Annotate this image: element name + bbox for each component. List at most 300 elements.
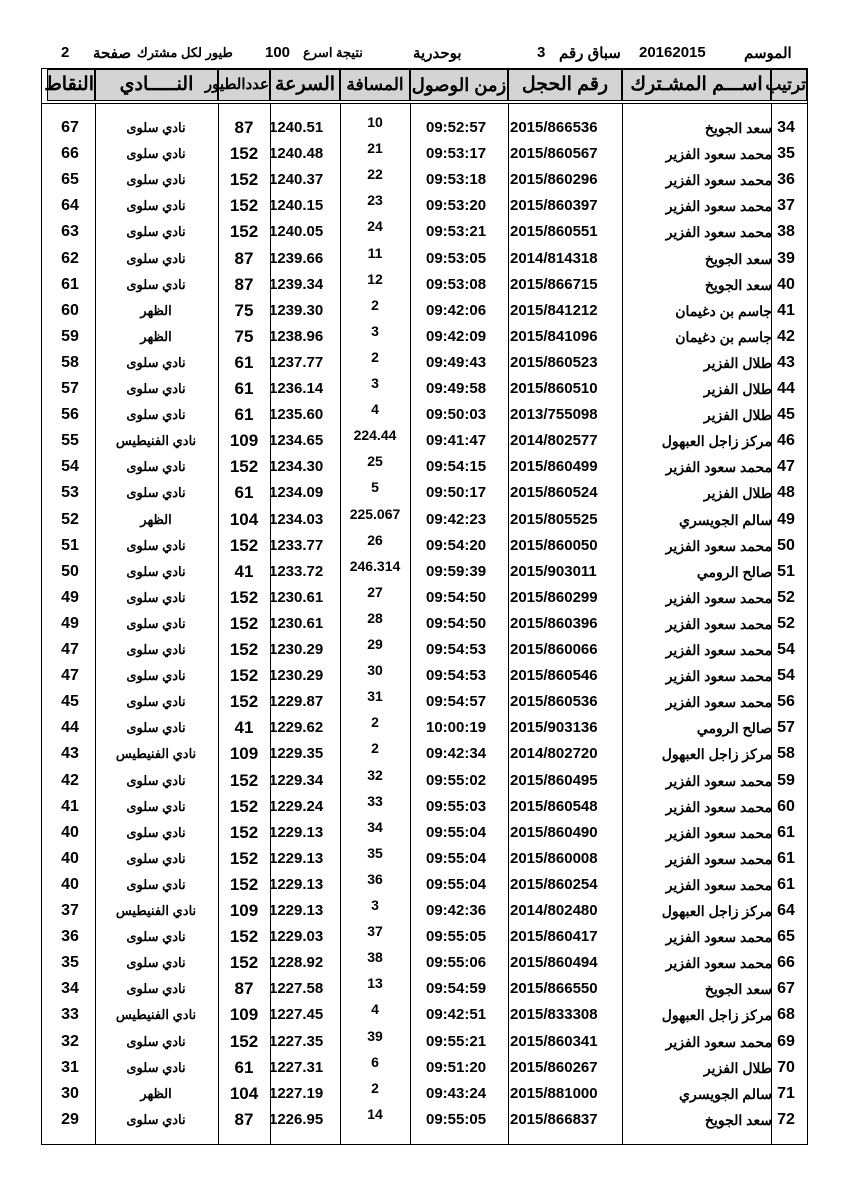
distance-cell: 11 [367,244,383,261]
member-name-cell: طلال الفزير [703,354,772,371]
ring-number-cell: 2015/860417 [510,928,598,946]
birds-count-cell: 87 [234,274,254,294]
member-name-cell: محمد سعود الفزير [665,615,772,632]
table-row [42,976,807,1002]
arrival-time-cell: 09:42:09 [426,327,487,345]
table-row [42,820,807,846]
speed-cell: 1235.60 [269,406,324,424]
arrival-time-cell: 09:55:03 [426,797,487,815]
arrival-time-cell: 09:43:24 [426,1084,487,1102]
speed-cell: 1226.95 [269,1110,324,1128]
member-name-cell: محمد سعود الفزير [665,876,772,893]
ring-number-cell: 2015/866536 [510,119,598,136]
member-name-cell: محمد سعود الفزير [665,850,772,867]
arrival-time-cell: 09:55:06 [426,954,487,972]
speed-cell: 1240.15 [269,197,324,215]
distance-cell: 35 [367,844,383,861]
rank-cell: 71 [777,1084,795,1102]
table-row [42,480,807,506]
ring-number-cell: 2015/860008 [510,849,598,867]
col-birds: عددالطيور [218,69,270,101]
table-row [42,924,807,950]
points-cell: 36 [61,928,79,946]
arrival-time-cell: 09:54:59 [426,980,487,998]
season-label: الموسم [744,45,792,62]
speed-cell: 1234.09 [269,484,324,502]
results-table [41,68,808,1145]
birds-count-cell: 152 [229,457,259,477]
arrival-time-cell: 09:52:57 [426,119,487,136]
speed-cell: 1229.13 [269,823,324,841]
table-row [42,689,807,715]
rank-cell: 57 [777,719,795,737]
distance-cell: 23 [367,192,383,209]
speed-cell: 1233.72 [269,562,324,580]
arrival-time-cell: 09:42:36 [426,902,487,919]
member-name-cell: محمد سعود الفزير [665,1033,772,1050]
club-cell: الظهر [140,328,172,344]
points-cell: 66 [61,145,79,163]
member-name-cell: طلال الفزير [703,485,772,502]
rank-cell: 68 [777,1006,795,1024]
arrival-time-cell: 09:55:04 [426,849,487,867]
rank-cell: 49 [777,510,795,528]
rank-cell: 51 [777,562,795,580]
club-cell: نادي سلوى [126,824,186,840]
table-row [42,741,807,767]
points-cell: 65 [61,171,79,189]
table-row [42,298,807,324]
points-cell: 58 [61,353,79,371]
distance-cell: 13 [367,975,383,992]
club-cell: نادي سلوى [126,1033,186,1049]
club-cell: نادي سلوى [126,381,186,396]
points-cell: 52 [61,510,79,528]
member-name-cell: سعد الجويخ [704,120,772,136]
ring-number-cell: 2015/866837 [510,1110,598,1128]
points-cell: 44 [61,719,79,737]
points-cell: 41 [61,797,79,815]
distance-cell: 12 [367,270,383,287]
rank-cell: 52 [777,614,795,632]
col-club: النـــــادي [95,69,218,101]
birds-count-cell: 109 [229,1005,259,1025]
speed-cell: 1233.77 [269,536,324,554]
points-cell: 49 [61,614,79,632]
ring-number-cell: 2015/860050 [510,536,598,554]
speed-cell: 1234.65 [269,432,324,450]
speed-cell: 1229.13 [269,902,324,919]
points-cell: 51 [61,536,79,554]
distance-cell: 6 [371,1053,379,1070]
arrival-time-cell: 09:42:34 [426,745,487,763]
distance-cell: 26 [367,531,383,548]
member-name-cell: محمد سعود الفزير [665,668,772,685]
club-cell: نادي سلوى [126,850,186,866]
rank-cell: 37 [777,197,795,215]
speed-cell: 1240.48 [269,145,324,163]
ring-number-cell: 2015/860499 [510,458,598,476]
member-name-cell: سالم الجويسري [679,511,772,528]
distance-cell: 2 [371,740,379,757]
table-row [42,950,807,976]
speed-cell: 1239.66 [269,249,324,267]
distance-cell: 38 [367,949,383,966]
member-name-cell: طلال الفزير [703,381,772,397]
ring-number-cell: 2015/860524 [510,484,598,502]
points-cell: 34 [61,980,79,998]
club-cell: نادي سلوى [126,1111,186,1127]
birds-count-cell: 152 [229,796,259,816]
birds-count-cell: 61 [234,1057,254,1077]
club-cell: نادي سلوى [126,250,186,266]
distance-cell: 4 [371,1001,379,1018]
col-speed: السرعة [270,69,340,101]
arrival-time-cell: 09:53:20 [426,197,487,215]
arrival-time-cell: 09:55:02 [426,771,487,789]
points-cell: 47 [61,641,79,658]
club-cell: نادي سلوى [126,146,186,162]
member-name-cell: مركز زاجل العبهول [661,746,772,763]
birds-count-cell: 152 [229,874,259,894]
rank-cell: 50 [777,536,795,554]
distance-cell: 22 [367,166,383,183]
rank-cell: 36 [777,171,795,189]
rank-cell: 58 [777,745,795,763]
birds-count-cell: 104 [229,1083,259,1103]
ring-number-cell: 2015/833308 [510,1006,598,1024]
club-cell: نادي سلوى [126,798,186,814]
arrival-time-cell: 09:54:53 [426,641,487,658]
birds-count-cell: 104 [229,509,259,529]
points-cell: 57 [61,380,79,397]
points-cell: 40 [61,823,79,841]
birds-count-cell: 152 [229,848,259,868]
speed-cell: 1239.34 [269,275,324,293]
rank-cell: 42 [777,327,795,345]
distance-cell: 3 [371,897,379,913]
points-cell: 31 [61,1058,79,1076]
ring-number-cell: 2014/814318 [510,249,598,267]
club-cell: نادي سلوى [126,354,186,370]
ring-number-cell: 2015/860494 [510,954,598,972]
rank-cell: 61 [777,875,795,893]
member-name-cell: محمد سعود الفزير [665,459,772,476]
birds-count-cell: 152 [229,144,259,164]
birds-count-cell: 75 [234,326,254,346]
rank-cell: 46 [777,432,795,450]
member-name-cell: طلال الفزير [703,407,772,424]
birds-count-cell: 61 [234,379,254,398]
birds-count-cell: 152 [229,1031,259,1051]
points-cell: 33 [61,1006,79,1024]
distance-cell: 246.314 [349,557,401,574]
club-cell: نادي سلوى [126,772,186,788]
points-cell: 43 [61,745,79,763]
member-name-cell: مركز زاجل العبهول [661,1007,772,1024]
table-row [42,1081,807,1107]
points-cell: 59 [61,327,79,345]
points-cell: 64 [61,197,79,215]
points-cell: 47 [61,667,79,685]
speed-cell: 1229.13 [269,849,324,867]
member-name-cell: صالح الرومي [696,720,772,737]
rank-cell: 61 [777,849,795,867]
speed-cell: 1240.37 [269,171,324,189]
arrival-time-cell: 09:50:03 [426,406,487,424]
points-cell: 30 [61,1084,79,1102]
rank-cell: 35 [777,145,795,163]
table-row [42,115,807,141]
speed-cell: 1229.03 [269,928,324,946]
ring-number-cell: 2015/860396 [510,614,598,632]
birds-count-cell: 152 [229,196,259,216]
rank-cell: 34 [777,119,795,136]
member-name-cell: محمد سعود الفزير [665,798,772,815]
table-row [42,376,807,402]
speed-cell: 1230.29 [269,667,324,685]
points-cell: 42 [61,771,79,789]
col-arrival: زمن الوصول [410,69,508,101]
rank-cell: 72 [777,1110,795,1128]
speed-cell: 1229.35 [269,745,324,763]
arrival-time-cell: 09:42:06 [426,301,487,319]
arrival-time-cell: 09:53:08 [426,275,487,293]
ring-number-cell: 2015/866715 [510,275,598,293]
points-cell: 56 [61,406,79,424]
distance-cell: 37 [367,923,383,940]
table-row [42,715,807,741]
speed-cell: 1240.05 [269,223,324,241]
speed-cell: 1234.30 [269,458,324,476]
club-cell: نادي الفنيطيس [115,746,197,762]
points-cell: 40 [61,875,79,893]
rank-cell: 45 [777,406,795,424]
member-name-cell: سعد الجويخ [704,250,772,267]
speed-cell: 1238.96 [269,327,324,345]
arrival-time-cell: 09:54:50 [426,588,487,606]
points-cell: 32 [61,1032,79,1050]
distance-cell: 21 [367,140,383,157]
table-row [42,1107,807,1133]
distance-cell: 10 [367,114,383,130]
ring-number-cell: 2014/802480 [510,902,598,919]
birds-count-cell: 152 [229,692,259,712]
rank-cell: 52 [777,588,795,606]
ring-number-cell: 2015/860495 [510,771,598,789]
distance-cell: 31 [367,688,383,705]
speed-cell: 1229.62 [269,719,324,737]
table-row [42,794,807,820]
club-cell: نادي سلوى [126,642,186,657]
birds-count-cell: 61 [234,483,254,503]
birds-count-cell: 152 [229,640,259,659]
ring-number-cell: 2015/860510 [510,380,598,397]
club-cell: نادي الفنيطيس [115,433,197,449]
club-cell: نادي سلوى [126,668,186,684]
race-number: 3 [537,44,546,61]
ring-number-cell: 2015/881000 [510,1084,598,1102]
birds-count-cell: 152 [229,170,259,190]
table-row [42,246,807,272]
ring-number-cell: 2014/802577 [510,432,598,450]
ring-number-cell: 2015/860546 [510,667,598,685]
table-row [42,167,807,193]
rank-cell: 65 [777,928,795,946]
birds-count-cell: 109 [229,901,259,920]
arrival-time-cell: 09:51:20 [426,1058,487,1076]
distance-cell: 29 [367,636,383,652]
member-name-cell: محمد سعود الفزير [665,824,772,841]
col-distance: المسافة [340,69,410,101]
table-row [42,219,807,245]
arrival-time-cell: 09:54:57 [426,693,487,711]
table-row [42,637,807,663]
birds-count-cell: 152 [229,927,259,947]
arrival-time-cell: 09:50:17 [426,484,487,502]
member-name-cell: جاسم بن دغيمان [675,328,772,345]
arrival-time-cell: 09:55:05 [426,1110,487,1128]
ring-number-cell: 2015/860066 [510,641,598,658]
rank-cell: 60 [777,797,795,815]
member-name-cell: محمد سعود الفزير [665,694,772,711]
table-row [42,193,807,219]
rank-cell: 67 [777,980,795,998]
distance-cell: 36 [367,870,383,887]
race-label: سباق رقم [559,45,621,62]
member-name-cell: محمد سعود الفزير [665,929,772,946]
rank-cell: 38 [777,223,795,241]
table-row [42,533,807,559]
rank-cell: 59 [777,771,795,789]
member-name-cell: محمد سعود الفزير [665,955,772,972]
member-name-cell: صالح الرومي [696,563,772,580]
table-row [42,1055,807,1081]
arrival-time-cell: 09:53:18 [426,171,487,189]
points-cell: 40 [61,849,79,867]
club-cell: نادي سلوى [126,1059,186,1075]
birds-count-cell: 61 [234,405,254,425]
birds-count-cell: 87 [234,118,254,137]
points-cell: 62 [61,249,79,267]
club-cell: نادي سلوى [126,589,186,605]
member-name-cell: سالم الجويسري [679,1085,772,1102]
member-name-cell: محمد سعود الفزير [665,146,772,163]
ring-number-cell: 2015/860548 [510,797,598,815]
col-ring: رقم الحجل [508,69,622,101]
birds-count-cell: 87 [234,979,254,999]
distance-cell: 30 [367,662,383,679]
birds-count-cell: 109 [229,431,259,451]
member-name-cell: مركز زاجل العبهول [661,433,772,450]
speed-cell: 1230.61 [269,614,324,632]
distance-cell: 3 [371,322,379,339]
table-row [42,428,807,454]
distance-cell: 5 [371,479,379,496]
rank-cell: 66 [777,954,795,972]
distance-cell: 32 [367,766,383,783]
club-cell: نادي سلوى [126,407,186,423]
arrival-time-cell: 09:54:53 [426,667,487,685]
member-name-cell: سعد الجويخ [704,1111,772,1128]
arrival-time-cell: 09:54:50 [426,614,487,632]
ring-number-cell: 2013/755098 [510,406,598,424]
rank-cell: 40 [777,275,795,293]
club-cell: نادي سلوى [126,929,186,945]
rank-cell: 70 [777,1058,795,1076]
ring-number-cell: 2015/860254 [510,875,598,893]
season-value: 20162015 [639,44,706,61]
location: بوحدرية [413,45,462,62]
speed-cell: 1227.31 [269,1058,324,1076]
birds-count-cell: 152 [229,666,259,686]
birds-count-cell: 41 [234,561,254,581]
page-label: صفحة [93,45,132,62]
points-cell: 63 [61,223,79,241]
birds-per-member: 100 [265,44,291,61]
member-name-cell: طلال الفزير [703,1059,772,1076]
rank-cell: 54 [777,641,795,658]
table-row [42,559,807,585]
distance-cell: 24 [367,218,383,235]
table-row [42,768,807,794]
speed-cell: 1240.51 [269,119,324,136]
birds-count-cell: 152 [229,587,259,607]
club-cell: الظهر [140,511,172,527]
speed-cell: 1237.77 [269,353,324,371]
club-cell: نادي سلوى [126,720,186,736]
table-row [42,611,807,637]
birds-count-cell: 152 [229,822,259,842]
club-cell: نادي سلوى [126,876,186,892]
club-cell: الظهر [140,1085,172,1101]
table-row [42,272,807,298]
speed-cell: 1230.61 [269,588,324,606]
arrival-time-cell: 09:55:04 [426,823,487,841]
distance-cell: 39 [367,1027,383,1044]
rank-cell: 54 [777,667,795,685]
table-row [42,350,807,376]
points-cell: 61 [61,275,79,293]
distance-cell: 34 [367,818,383,835]
club-cell: نادي الفنيطيس [115,903,197,918]
birds-count-cell: 75 [234,300,254,320]
ring-number-cell: 2015/903136 [510,719,598,737]
arrival-time-cell: 09:42:51 [426,1006,487,1024]
ring-number-cell: 2015/860523 [510,353,598,371]
birds-count-cell: 152 [229,953,259,973]
distance-cell: 25 [367,453,383,470]
table-row [42,507,807,533]
table-row [42,141,807,167]
speed-cell: 1230.29 [269,641,324,658]
report-header [41,42,808,66]
club-cell: نادي سلوى [126,459,186,475]
club-cell: نادي سلوى [126,276,186,292]
arrival-time-cell: 09:49:58 [426,380,487,397]
arrival-time-cell: 09:54:20 [426,536,487,554]
member-name-cell: جاسم بن دغيمان [675,302,772,319]
points-cell: 67 [61,119,79,136]
points-cell: 45 [61,693,79,711]
ring-number-cell: 2015/860296 [510,171,598,189]
club-cell: نادي سلوى [126,955,186,971]
ring-number-cell: 2015/866550 [510,980,598,998]
club-cell: نادي سلوى [126,981,186,997]
ring-number-cell: 2015/860551 [510,223,598,241]
ring-number-cell: 2015/860299 [510,588,598,606]
rank-cell: 56 [777,693,795,711]
